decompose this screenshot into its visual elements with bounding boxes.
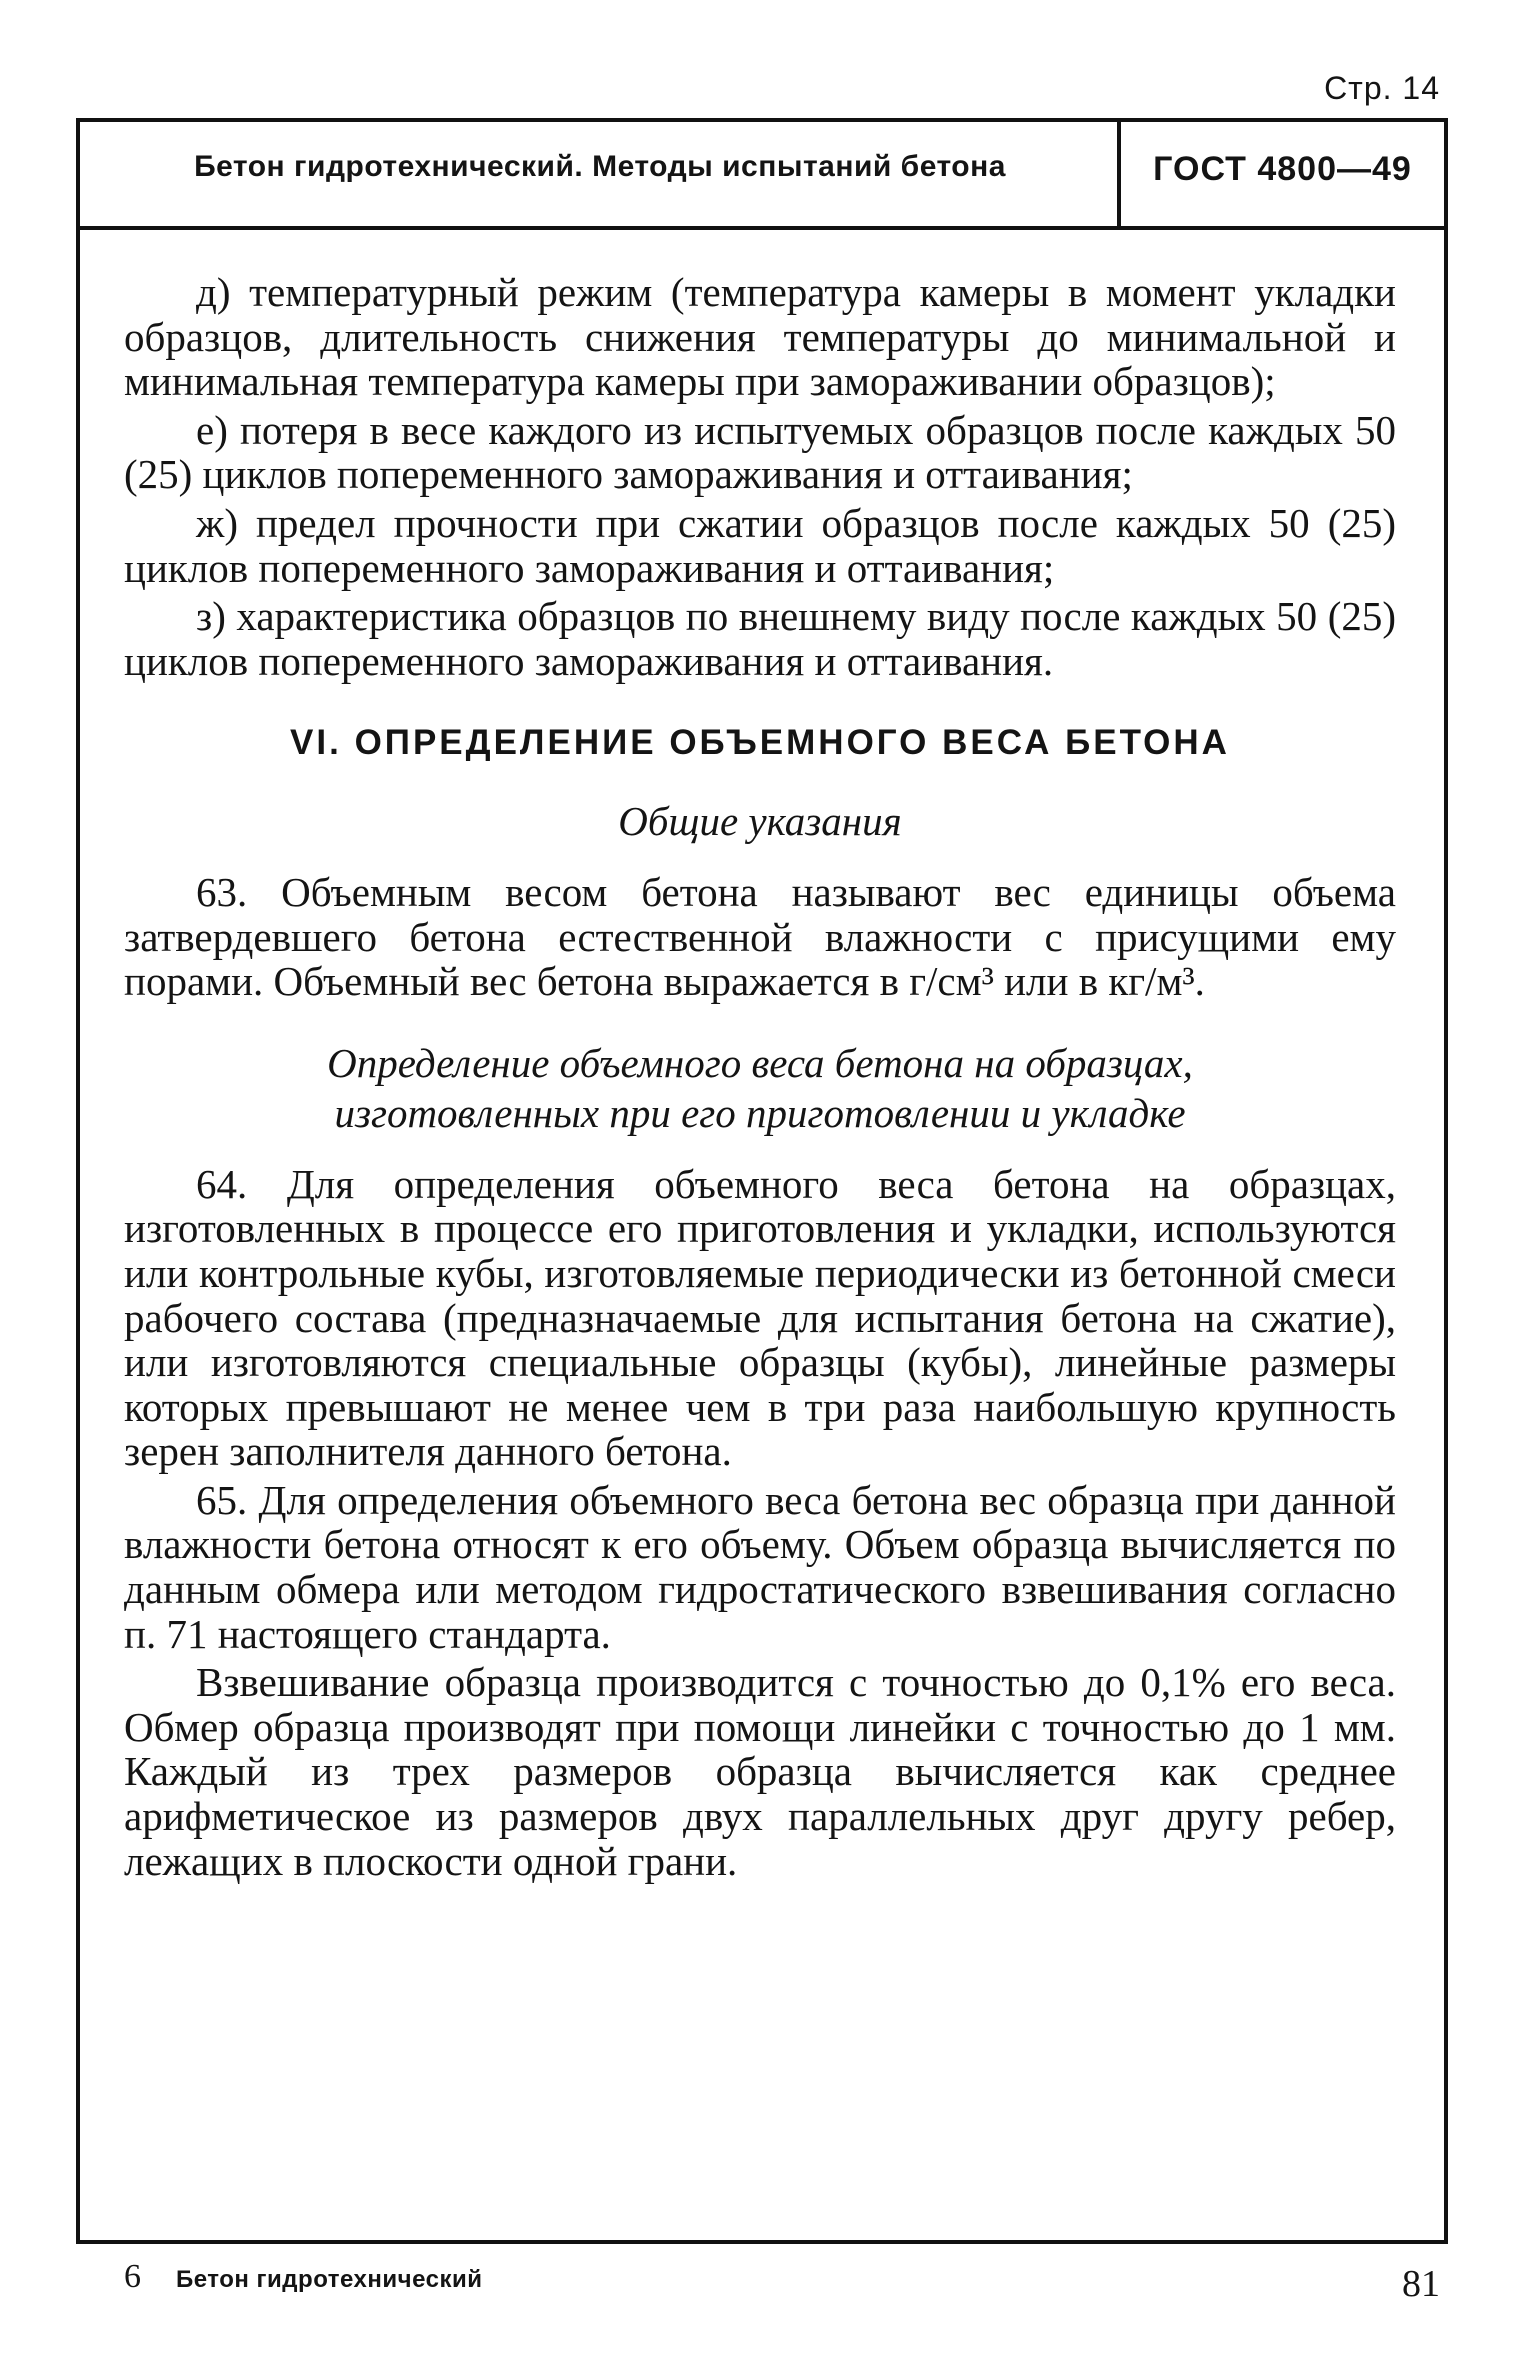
header-top-rule: [76, 118, 1448, 122]
document-body: [124, 270, 1396, 1883]
paragraph-64: 64. Для определения объемного веса бетона на образцах, изготовленных в процессе его приготовления и укладки, используются или контрольные кубы, изготовляемые периодически из бетонной смеси рабочего состава (предназначаемые для испытания бетона на сжатие), или изготовляются специальные образцы (кубы), линейные размеры которых превышают не менее чем в три раза наибольшую крупность зерен заполнителя данного бетона.: [124, 1160, 1396, 1475]
standard-number: ГОСТ 4800—49: [1153, 150, 1412, 188]
signature-text: Бетон гидротехнический: [176, 2266, 483, 2293]
list-item-e: е) потеря в весе каждого из испытуемых образцов после каждых 50 (25) циклов попеременного замораживания и оттаивания;: [124, 406, 1396, 498]
list-item-z: з) характеристика образцов по внешнему виду после каждых 50 (25) циклов попеременного замораживания и оттаивания.: [124, 593, 1396, 684]
paragraph-65-continued: Взвешивание образца производится с точностью до 0,1% его веса. Обмер образца производят при помощи линейки с точностью до 1 мм. Каждый из трех размеров образца вычисляется как среднее арифметическое из размеров двух параллельных друг другу ребер, лежащих в плоскости одной грани.: [124, 1659, 1396, 1884]
signature-number: 6: [124, 2258, 141, 2295]
page-label: Стр. 14: [1324, 70, 1440, 106]
header-bottom-rule: [76, 226, 1448, 230]
document-title: Бетон гидротехнический. Методы испытаний бетона: [194, 150, 1006, 183]
list-item-zh: ж) предел прочности при сжатии образцов после каждых 50 (25) циклов попеременного замораживания и оттаивания;: [124, 499, 1396, 591]
subsection-general: Общие указания: [618, 797, 902, 844]
footer-rule: [76, 2240, 1448, 2244]
list-item-d: д) температурный режим (температура камеры в момент укладки образцов, длительность снижения температуры до минимальной и минимальная температура камеры при замораживании образцов);: [124, 269, 1396, 405]
subsection-samples-line-2: изготовленных при его приготовлении и укладке: [334, 1089, 1186, 1136]
subsection-samples-line-1: Определение объемного веса бетона на образцах,: [327, 1039, 1193, 1086]
paragraph-63: 63. Объемным весом бетона называют вес единицы объема затвердевшего бетона естественной влажности с присущими ему порами. Объемный вес бетона выражается в г/см³ или в кг/м³.: [124, 868, 1396, 1005]
page-number: 81: [1402, 2263, 1440, 2305]
paragraph-65: 65. Для определения объемного веса бетона вес образца при данной влажности бетона относят к его объему. Объем образца вычисляется по данным обмера или методом гидростатического взвешивания согласно п. 71 настоящего стандарта.: [124, 1476, 1396, 1657]
header-divider: [1117, 118, 1121, 228]
subsection-samples: [124, 1038, 1396, 1138]
section-title: VI. ОПРЕДЕЛЕНИЕ ОБЪЕМНОГО ВЕСА БЕТОНА: [290, 723, 1230, 763]
